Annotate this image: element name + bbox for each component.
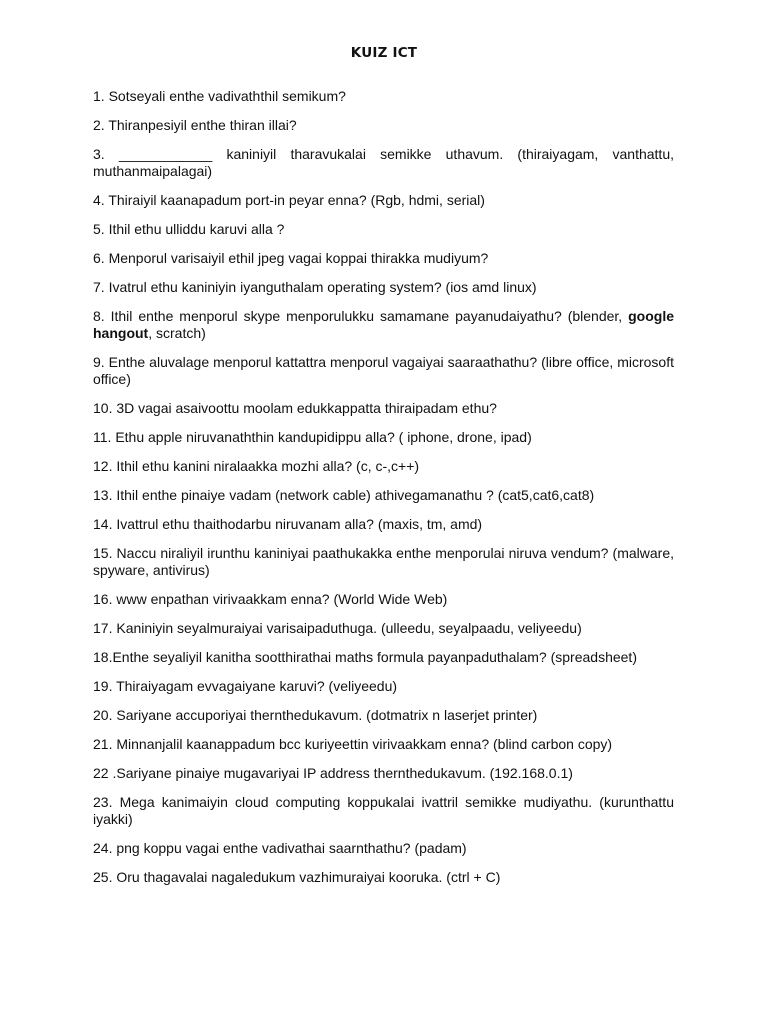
question-item: 14. Ivattrul ethu thaithodarbu niruvanam alla? (maxis, tm, amd) [93,516,483,532]
question-list [93,88,674,898]
question-item: 13. Ithil enthe pinaiye vadam (network cable) athivegamanathu ? (cat5,cat6,cat8) [93,487,595,503]
page-title: KUIZ ICT [350,45,418,61]
question-text-before: 8. Ithil enthe menporul skype menporulukku samamane payanudaiyathu? (blender, [93,308,629,324]
question-item: 25. Oru thagavalai nagaledukum vazhimuraiyai kooruka. (ctrl + C) [93,869,501,885]
question-item: 17. Kaniniyin seyalmuraiyai varisaipaduthuga. (ulleedu, seyalpaadu, veliyeedu) [93,620,582,636]
question-item: 6. Menporul varisaiyil ethil jpeg vagai koppai thirakka mudiyum? [93,250,489,266]
question-item: 19. Thiraiyagam evvagaiyane karuvi? (veliyeedu) [93,678,398,694]
question-item: 12. Ithil ethu kanini niralaakka mozhi alla? (c, c-,c++) [93,458,420,474]
question-text-after: , scratch) [148,325,206,341]
question-item: 18.Enthe seyaliyil kanitha sootthirathai maths formula payanpaduthalam? (spreadsheet) [93,649,637,665]
question-item: 1. Sotseyali enthe vadivaththil semikum? [93,88,346,104]
question-item: 10. 3D vagai asaivoottu moolam edukkappatta thiraipadam ethu? [93,400,497,416]
question-item: 3. ____________ kaniniyil tharavukalai semikke uthavum. (thiraiyagam, vanthattu, muthanmaipalagai) [93,146,674,179]
question-item: 24. png koppu vagai enthe vadivathai saarnthathu? (padam) [93,840,467,856]
question-item: 20. Sariyane accuporiyai thernthedukavum. (dotmatrix n laserjet printer) [93,707,538,723]
question-item: 23. Mega kanimaiyin cloud computing koppukalai ivattril semikke mudiyathu. (kurunthattu iyakki) [93,794,674,827]
question-item: 5. Ithil ethu ulliddu karuvi alla ? [93,221,285,237]
question-item: 9. Enthe aluvalage menporul kattattra menporul vagaiyai saaraathathu? (libre office, microsoft office) [93,354,674,387]
question-item: 7. Ivatrul ethu kaniniyin iyanguthalam operating system? (ios amd linux) [93,279,537,295]
question-item: 11. Ethu apple niruvanaththin kandupidippu alla? ( iphone, drone, ipad) [93,429,532,445]
bold-answer-text: google hangout [93,308,674,341]
question-item: 22 .Sariyane pinaiye mugavariyai IP address thernthedukavum. (192.168.0.1) [93,765,573,781]
question-item: 15. Naccu niraliyil irunthu kaniniyai paathukakka enthe menporulai niruva vendum? (malware, spyware, antivirus) [93,545,674,578]
question-item: 4. Thiraiyil kaanapadum port-in peyar enna? (Rgb, hdmi, serial) [93,192,485,208]
question-item: 21. Minnanjalil kaanappadum bcc kuriyeettin virivaakkam enna? (blind carbon copy) [93,736,613,752]
question-item [93,308,674,342]
question-item: 16. www enpathan virivaakkam enna? (World Wide Web) [93,591,448,607]
question-item: 2. Thiranpesiyil enthe thiran illai? [93,117,297,133]
